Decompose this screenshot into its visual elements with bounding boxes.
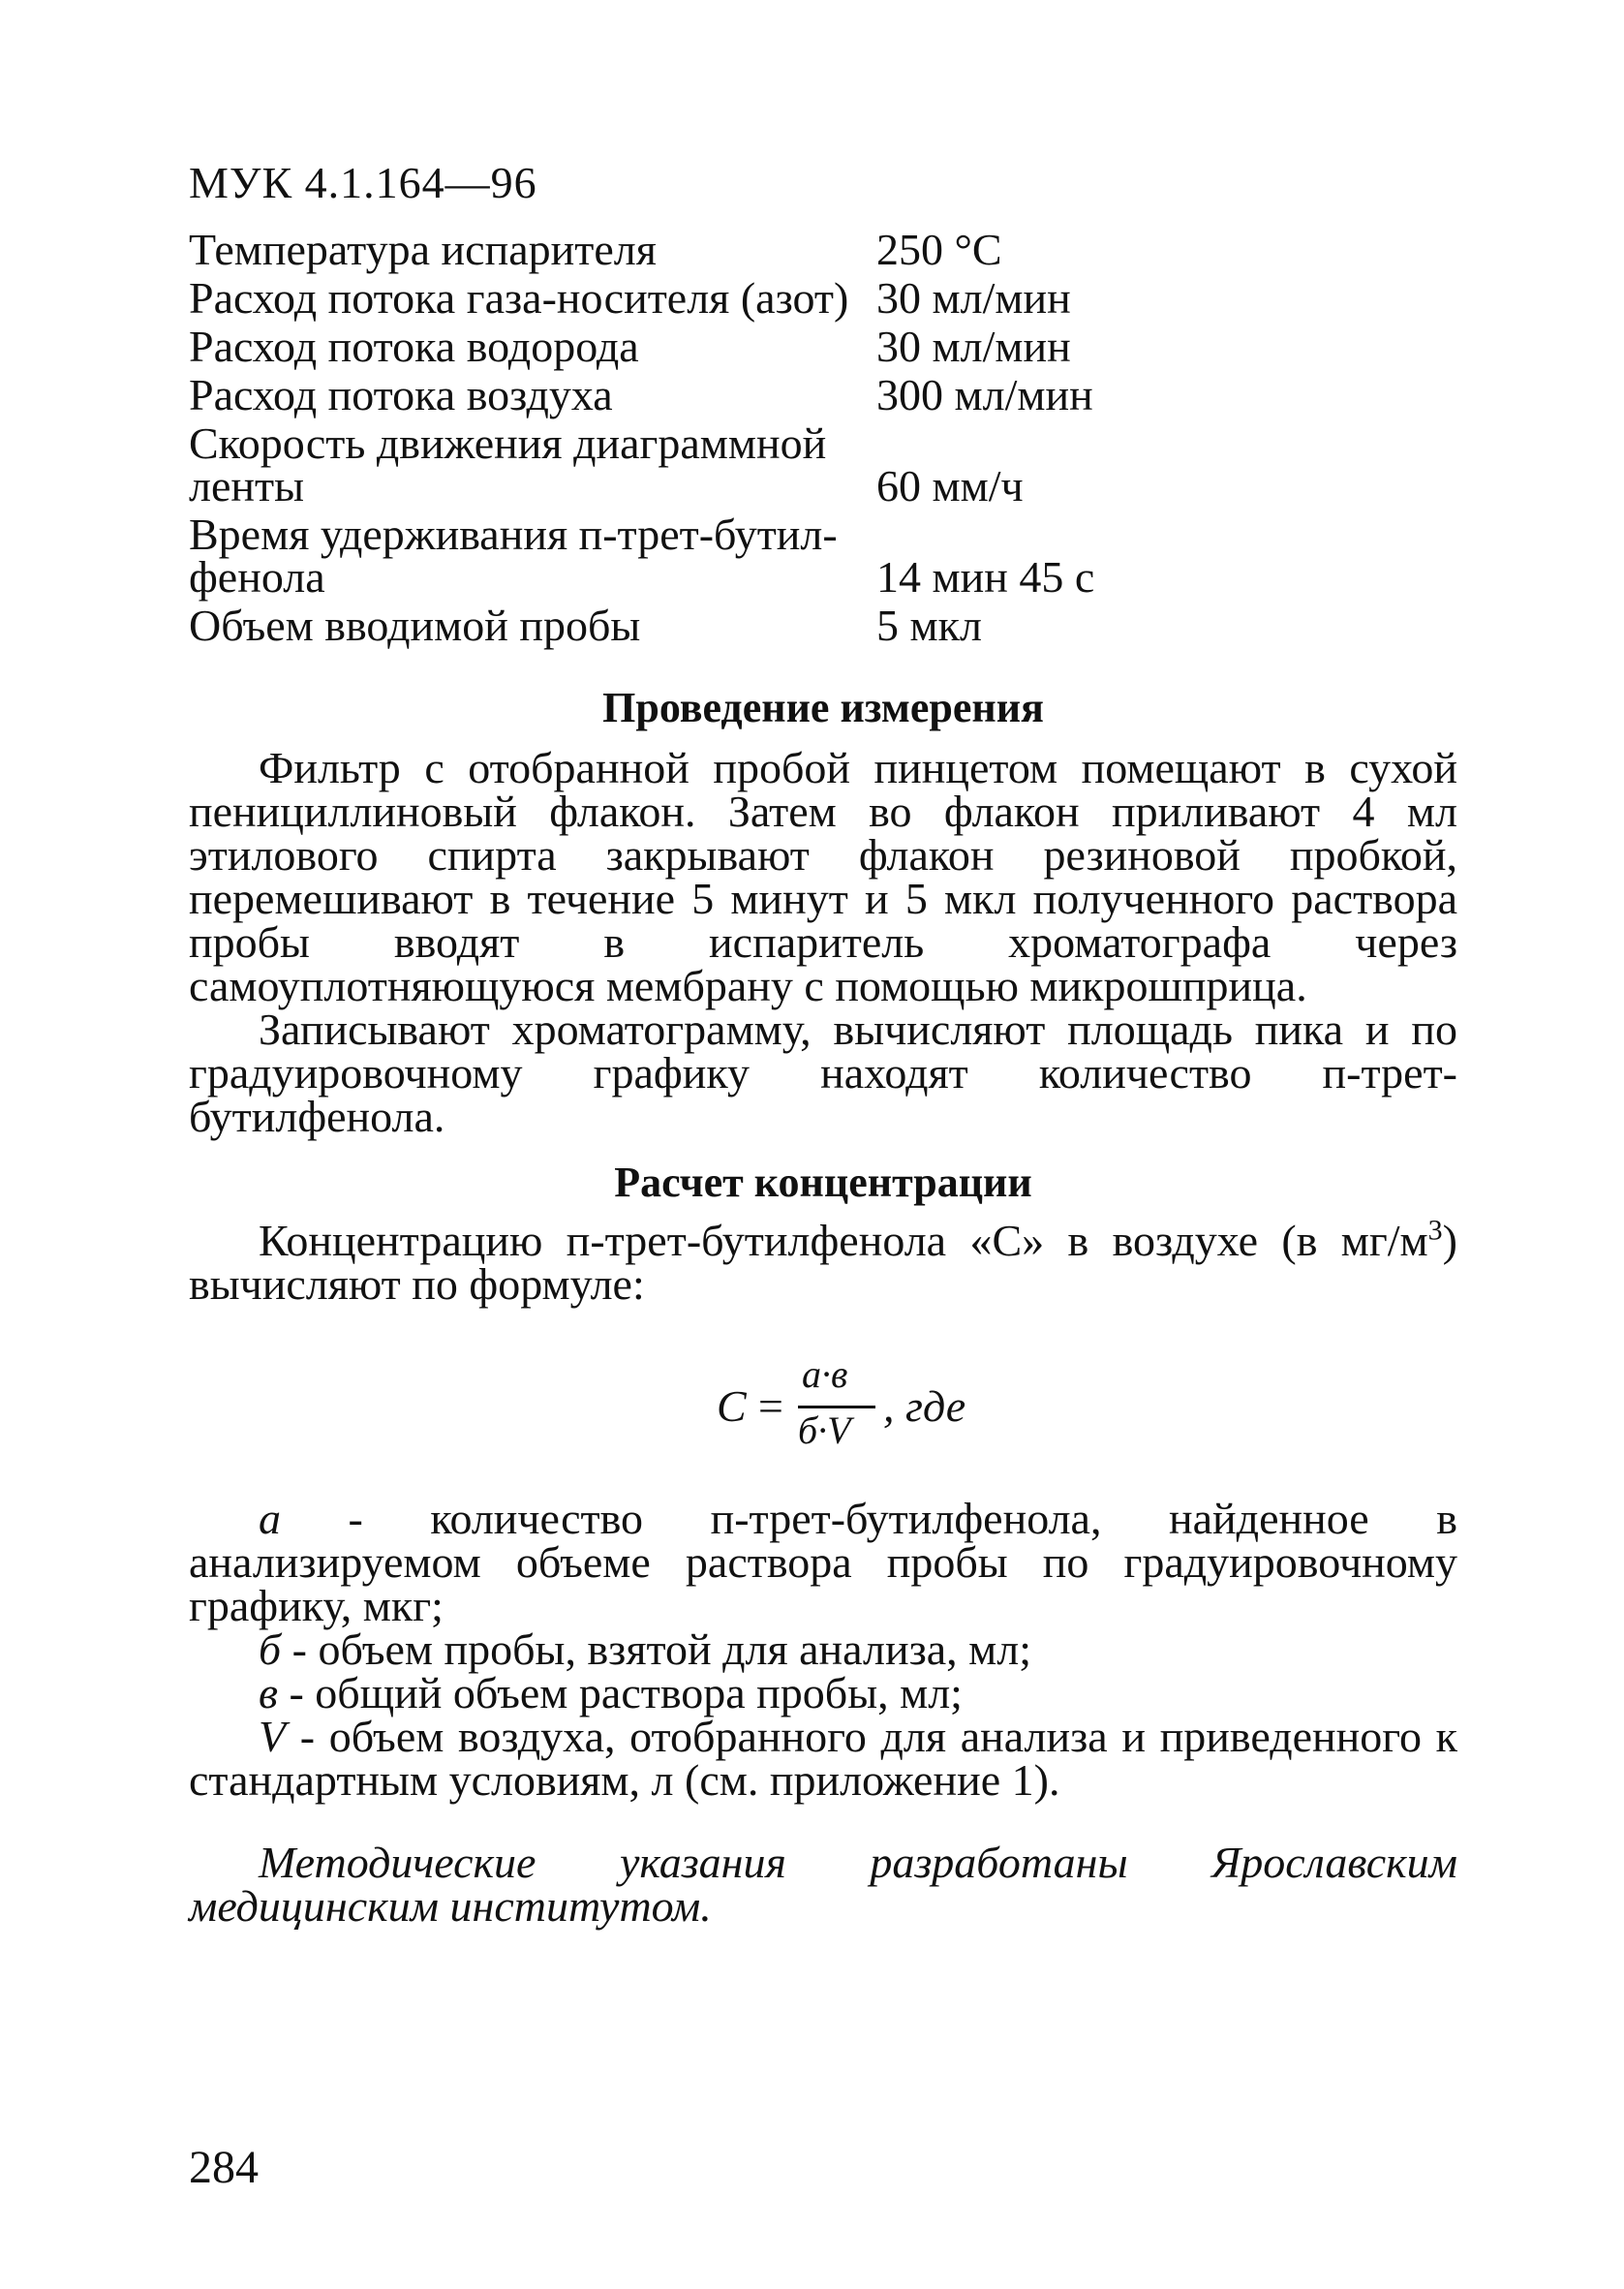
formula-equals: =: [755, 1381, 786, 1431]
section-title-measurement: Проведение измерения: [602, 684, 1044, 731]
param-row: [189, 418, 1457, 510]
document-code: МУК 4.1.164—96: [189, 158, 537, 207]
definition-symbol: б: [259, 1624, 282, 1674]
param-row: [189, 225, 1457, 274]
measurement-paragraph-2: Записывают хроматограмму, вычисляют площадь пика и по градуировочному графику находят количество п-трет-бутилфенола.: [189, 1005, 1457, 1141]
param-value: 250 °С: [876, 225, 1002, 274]
calculation-text-end: ) вычисляют по формуле:: [189, 1216, 1457, 1309]
param-row: [189, 322, 1457, 371]
formula-denominator: б·V: [798, 1408, 851, 1452]
definition-symbol: в: [259, 1668, 278, 1717]
definition-item: [189, 1624, 1457, 1674]
param-name: Расход потока воздуха: [189, 370, 613, 419]
measurement-paragraph: Фильтр с отобранной пробой пинцетом помещают в сухой пенициллиновый флакон. Затем во флакон приливают 4 мл этилового спирта закрывают флакон резиновой пробкой, перемешивают в течение 5 минут и 5 мкл полученного раствора пробы вводят в испаритель хроматографа через самоуплотняющуюся мембрану с помощью микрошприца.: [189, 743, 1457, 1010]
param-value: 30 мл/мин: [876, 322, 1071, 371]
concentration-formula: [717, 1351, 1026, 1458]
definition-text: - объем пробы, взятой для анализа, мл;: [281, 1624, 1031, 1674]
param-name: Расход потока водорода: [189, 322, 639, 371]
param-row: [189, 601, 1457, 650]
definition-item: [189, 1668, 1457, 1717]
definition-item: [189, 1494, 1457, 1630]
param-name: Время удерживания п-трет-бутил-фенола: [189, 510, 838, 602]
definition-symbol: а: [259, 1494, 281, 1543]
param-value: 60 мм/ч: [876, 461, 1024, 510]
definition-text: - объем воздуха, отобранного для анализа и приведенного к стандартным условиям, л (см. приложение 1).: [189, 1712, 1457, 1805]
formula-lhs: С: [717, 1381, 747, 1431]
section-title-calculation: Расчет концентрации: [614, 1159, 1032, 1206]
definition-item: [189, 1712, 1457, 1805]
param-value: 5 мкл: [876, 601, 982, 650]
param-name: Скорость движения диаграммной ленты: [189, 418, 827, 510]
superscript-exponent: 3: [1427, 1214, 1443, 1247]
definition-text: - общий объем раствора пробы, мл;: [277, 1668, 963, 1717]
calculation-text-start: Концентрацию п-трет-бутилфенола «С» в воздухе (в мг/м: [259, 1216, 1428, 1265]
definition-text: - количество п-трет-бутилфенола, найденное в анализируемом объеме раствора пробы по градуировочному графику, мкг;: [189, 1494, 1457, 1630]
param-value: 30 мл/мин: [876, 273, 1071, 323]
param-name: Объем вводимой пробы: [189, 601, 641, 650]
param-row: [189, 273, 1457, 323]
page-number: 284: [189, 2142, 259, 2193]
param-row: [189, 510, 1457, 602]
param-name: Температура испарителя: [189, 225, 657, 274]
param-value: 300 мл/мин: [876, 370, 1093, 419]
definition-symbol: V: [259, 1712, 287, 1761]
param-value: 14 мин 45 с: [876, 552, 1095, 602]
param-name: Расход потока газа-носителя (азот): [189, 273, 849, 323]
param-row: [189, 370, 1457, 419]
formula-suffix: , где: [883, 1381, 966, 1431]
parameters-table: [189, 225, 1457, 650]
variable-definitions: [189, 1494, 1457, 1805]
formula-numerator: а·в: [802, 1352, 848, 1396]
calculation-paragraph: [189, 1214, 1457, 1309]
authorship-note: Методические указания разработаны Ярославским медицинским институтом.: [189, 1838, 1457, 1931]
